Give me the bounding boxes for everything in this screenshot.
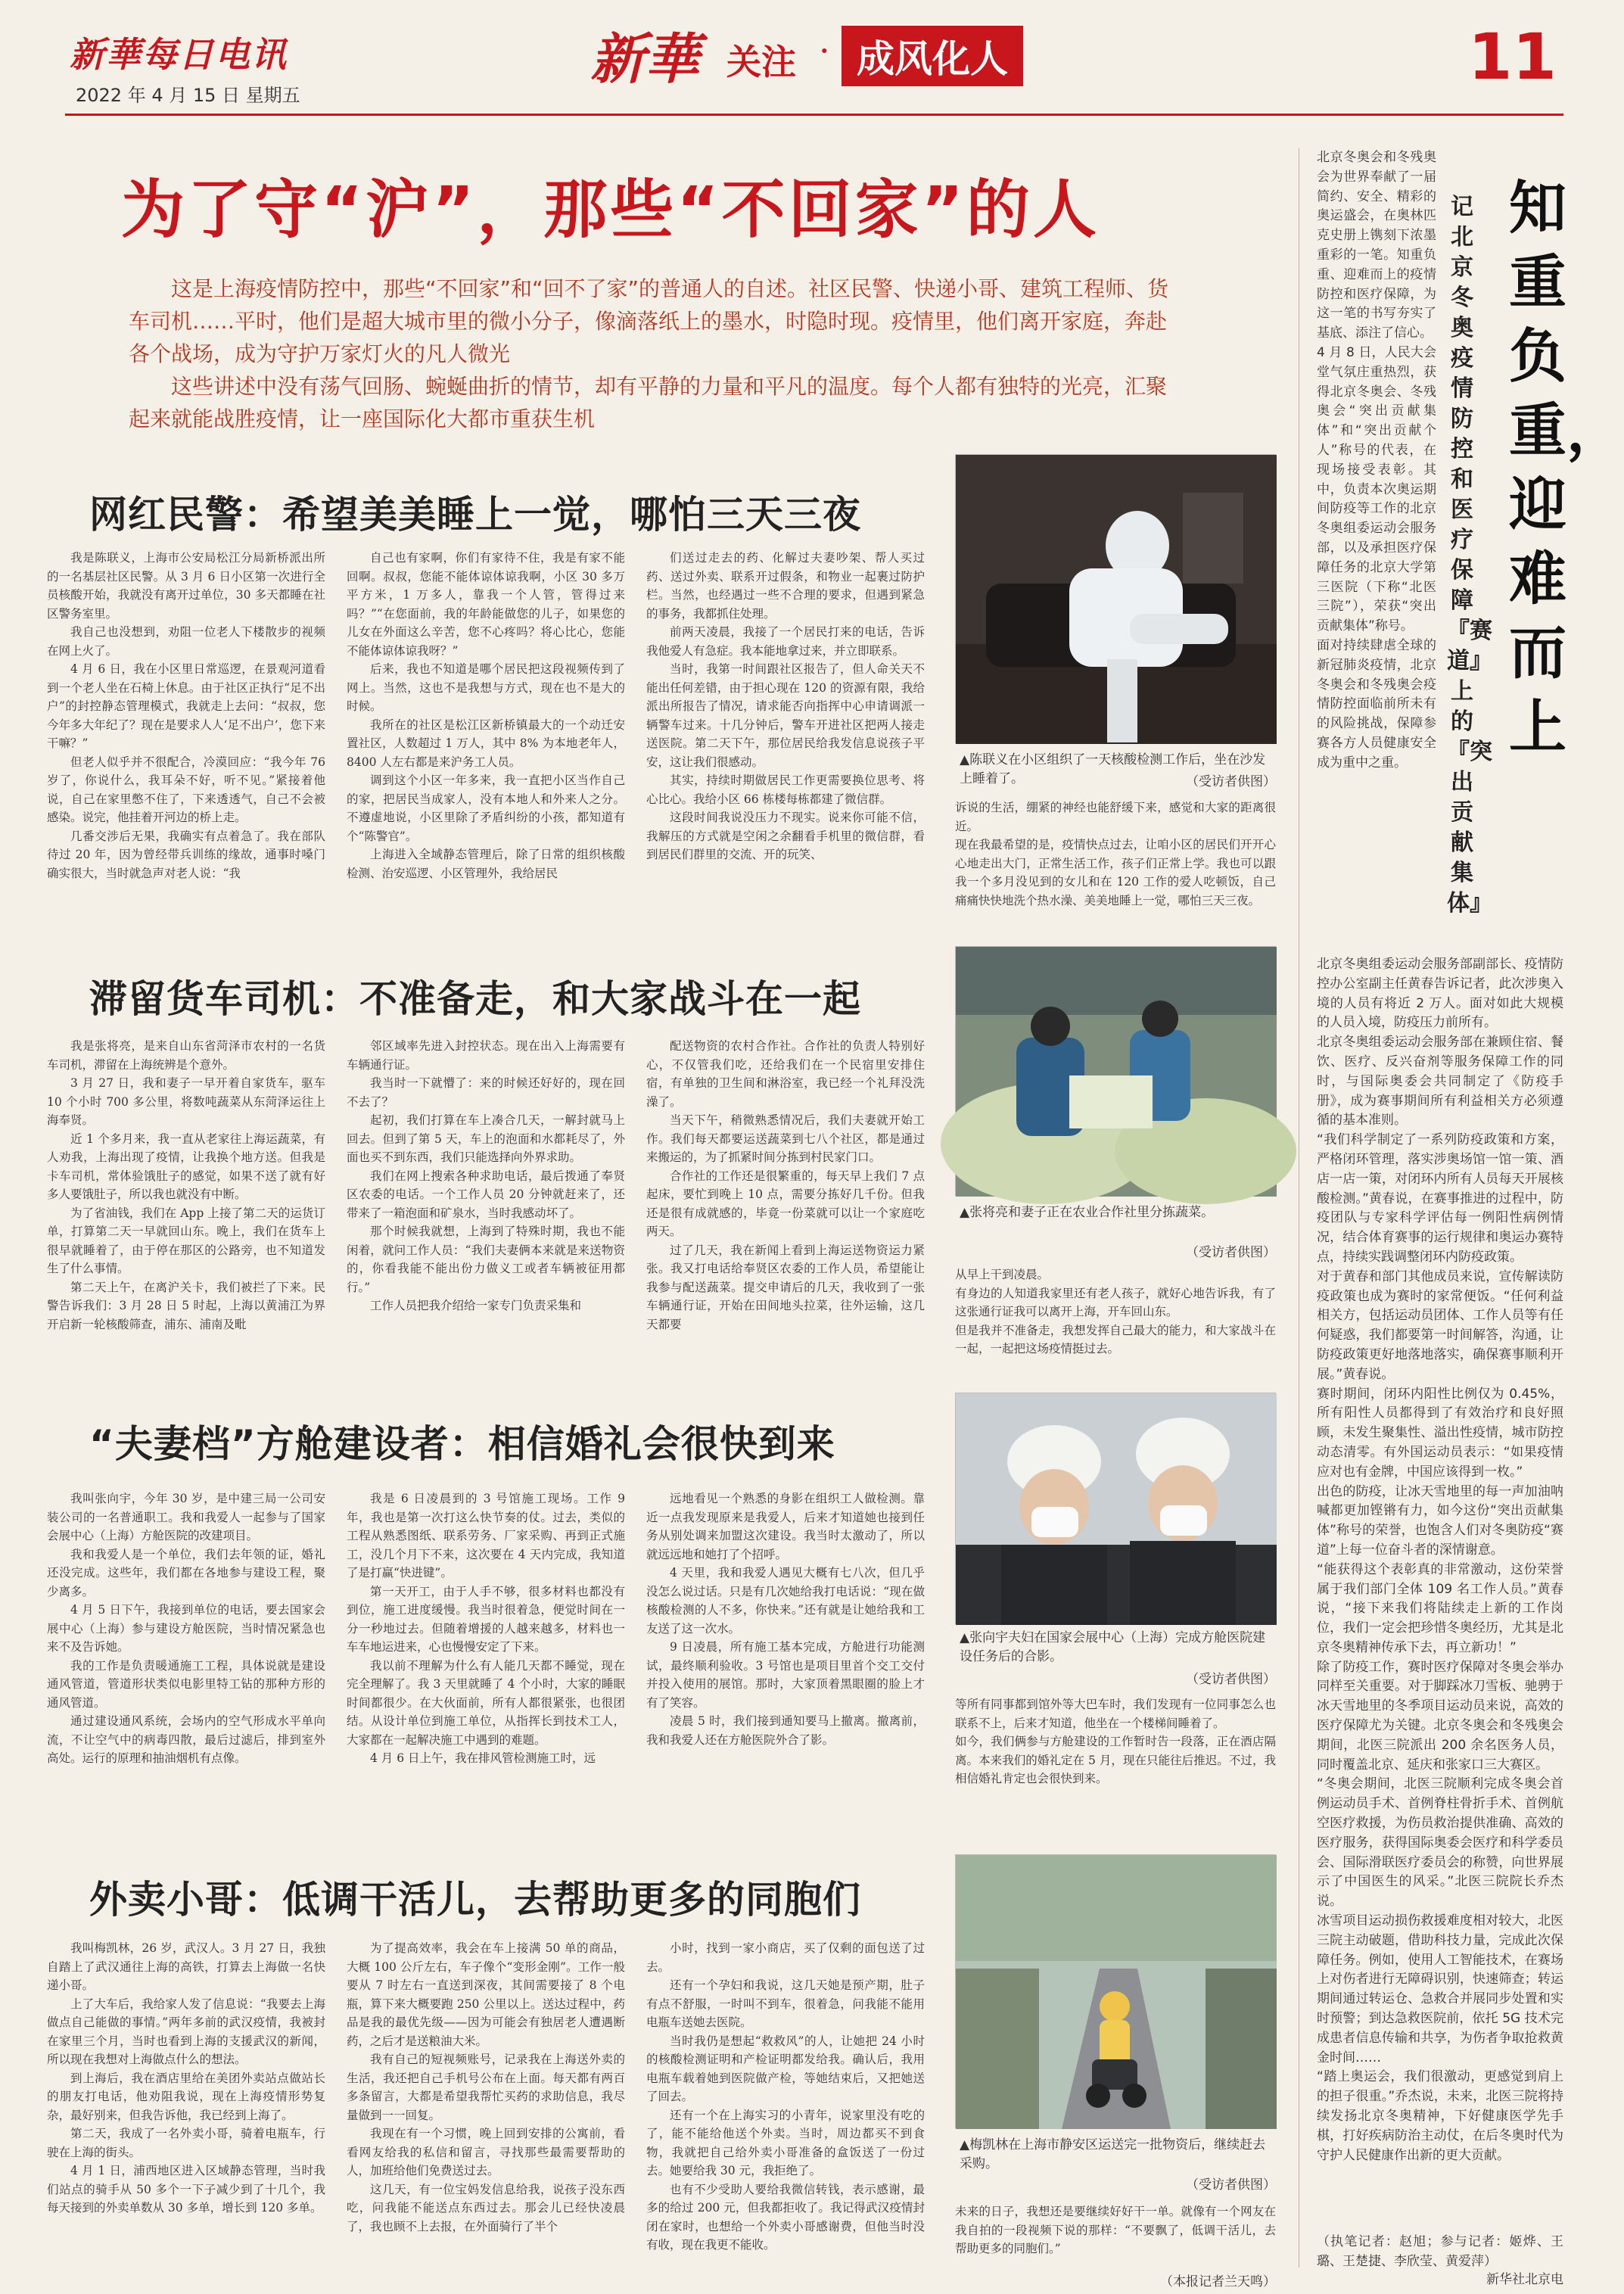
paragraph: 第二天，我成了一名外卖小哥，骑着电瓶车，行驶在上海的街头。 [47, 2127, 325, 2159]
article-column: 等所有同事都到馆外等大巴车时，我们发现有一位同事怎么也联系不上，后来才知道，他坐在一个楼梯间睡着了。 如今，我们俩参与方舱建设的工作暂时告一段落，正在酒店隔离。本来我们的婚礼定在 5 月，现在只能往后推迟。不过，我相信婚礼肯定也会很快到来。 [955, 1698, 1276, 1785]
paragraph: 4 月 5 日下午，我接到单位的电话，要去国家会展中心（上海）参与建设方舱医院，当时情况紧急也来不及告诉她。 [47, 1603, 325, 1654]
photo-credit: （受访者供图） [1186, 2177, 1276, 2193]
paragraph: 过了几天，我在新闻上看到上海运送物资运力紧张。我又打电话给奉贤区农委的工作人员，希望能让我参与配送蔬菜。提交申请后的几天，我收到了一张车辆通行证，开始在田间地头拉菜，往外运输，这几天都要 [646, 1243, 925, 1331]
paragraph: 第二天上午，在离沪关卡，我们被拦了下来。民警告诉我们：3 月 28 日 5 时起，上海以黄浦江为界开启新一轮核酸筛查，浦东、浦南及毗 [47, 1280, 325, 1331]
paragraph: 这几天，有一位宝妈发信息给我，说孩子没东西吃，问我能不能送点东西过去。那会儿已经快凌晨了，我也顾不上去报，在外面骑行了半个 [347, 2182, 625, 2233]
article-column [47, 1489, 325, 1845]
feature-title: 知重负重，迎难而上 [1509, 174, 1624, 761]
paragraph: 我是陈联义，上海市公安局松江分局新桥派出所的一名基层社区民警。从 3 月 6 日小区第一次进行全员核酸开始，我就没有离开过单位，30 多天都睡在社区警务室里。 [47, 551, 325, 621]
article-column [646, 1939, 925, 2280]
article-column [646, 1037, 925, 1387]
photo-caption: ▲张向宇夫妇在国家会展中心（上海）完成方舱医院建设任务后的合影。 [960, 1630, 1266, 1664]
feature-body-text: 北京冬奥组委运动会服务部副部长、疫情防控办公室副主任黄春告诉记者，此次涉奥入境的人员有将近 2 万人。面对如此大规模的人员入境，防疫压力前所有。 北京冬奥组委运动会服务部在兼顾住宿、餐饮、医疗、反兴奋剂等服务保障工作的同时，与国际奥委会共同制定了《防疫手册》，成为赛事期间所有利益相关方必须遵循的基本准则。 “我们科学制定了一系列防疫政策和方案，严格闭环管理，落实涉奥场馆一馆一策、酒店一店一策，对闭环内所有人员每天开展核酸检测。”黄春说，在赛事推进的过程中，防疫团队与专家科学评估每一例阳性病例情况，结合体育赛事的运行规律和奥运办赛特点，持续实践调整闭环内防疫政策。 对于黄春和部门其他成员来说，宣传解读防疫政策也成为赛时的家常便饭。“任何利益相关方，包括运动员团体、工作人员等有任何疑惑，我们都要第一时间解答，沟通，让防疫政策更好地落地落实，确保赛事顺利开展。”黄春说。 赛时期间，闭环内阳性比例仅为 0.45%，所有阳性人员都得到了有效治疗和良好照顾，未发生聚集性、溢出性疫情，城市防控动态清零。有外国运动员表示：“如果疫情应对也有金牌，中国应该得到一枚。” 出色的防疫，让冰天雪地里的每一声加油呐喊都更加铿锵有力，如今这份“突出贡献集体”称号的荣誉，也饱含人们对冬奥防疫“赛道”上每一位奋斗者的深情谢意。 “能获得这个表彰真的非常激动，这份荣誉属于我们部门全体 109 名工作人员。”黄春说，“接下来我们将陆续走上新的工作岗位，我们一定会把珍惜冬奥经历，尤其是北京冬奥精神传承下去，再立新功！” 除了防疫工作，赛时医疗保障对冬奥会举办同样至关重要。对于脚踩冰刀雪板、驰骋于冰天雪地里的冬季项目运动员来说，高效的医疗保障尤为关键。北京冬奥会和冬残奥会期间，北医三院派出 200 余名医务人员，同时覆盖北京、延庆和张家口三大赛区。 “冬奥会期间，北医三院顺利完成冬奥会首例运动员手术、首例脊柱骨折手术、首例航空医疗救援，为伤员救治提供准确、高效的医疗服务，获得国际奥委会医疗和科学委员会、国际滑联医疗委员会的称赞，向世界展示了中国医生的风采。”北医三院院长乔杰说。 冰雪项目运动损伤救援难度相对较大，北医三院主动破题，借助科技力量，完成此次保障任务。例如，使用人工智能技术，在赛场上对伤者进行无障碍识别，快速筛查；转运期间通过转运仓、急救合并展同步处置和实时预警；到达急救医院前，依托 5G 技术完成患者信息传输和共享，为伤者争取抢救黄金时间…… “踏上奥运会，我们很激动，更感觉到肩上的担子很重。”乔杰说，未来，北医三院将持续发扬北京冬奥精神，下好健康医学先手棋，打好疾病防治主动仗，在后冬奥时代为守护人民健康作出新的更大贡献。 [1317, 957, 1563, 2163]
article-column [47, 1939, 325, 2280]
feature-subtitle: 记北京冬奥疫情防控和医疗保障『赛道』上的『突出贡献集体』 [1447, 194, 1492, 917]
paragraph: 4 月 6 日上午，我在排风管检测施工时，远 [370, 1751, 596, 1765]
photo-couple-builders [955, 1393, 1276, 1624]
paragraph: 起初，我们打算在车上凑合几天，一解封就马上回去。但到了第 5 天，车上的泡面和水都耗尽了，外面也买不到东西，我们只能选择向外界求助。 [347, 1113, 625, 1164]
masthead-rule [65, 114, 1563, 116]
article-column: 从早上干到凌晨。 有身边的人知道我家里还有老人孩子，就好心地告诉我，有了这张通行证我可以离开上海，开车回山东。 但是我并不准备走，我想发挥自己最大的能力，和大家战斗在一起，一起把这场疫情挺过去。 [955, 1268, 1276, 1356]
paragraph: 9 日凌晨，所有施工基本完成，方舱进行功能测试，最终顺利验收。3 号馆也是项目里首个交工交付并投入使用的展馆。那时，大家顶着黑眼圈的脸上才有了笑容。 [646, 1640, 925, 1710]
photo-credit: （受访者供图） [1186, 1245, 1276, 1260]
photo-credit: （受访者供图） [1186, 774, 1276, 789]
paragraph: 其实，持续时期做居民工作更需要换位思考、将心比心。我给小区 66 栋楼每栋都建了微信群。 [646, 773, 925, 806]
paragraph: 4 月 1 日，浦西地区进入区域静态管理，当时我们站点的骑手从 50 多个一下子减少到了十几个，我每天接到的外卖单数从 30 多单，增长到 120 多单。 [47, 2164, 325, 2215]
paragraph: 远地看见一个熟悉的身影在组织工人做检测。靠近一点我发现原来是我爱人，后来才知道她也接到任务从别处调来加盟这次建设。我当时太激动了，所以就远远地和她打了个招呼。 [646, 1492, 925, 1561]
photo-truck-driver [955, 946, 1276, 1196]
feature-dateline: 新华社北京电 [1486, 2272, 1563, 2287]
paragraph: 上了大车后，我给家人发了信息说：“我要去上海做点自己能做的事情。”两年多前的武汉疫情，我被封在家里三个月，当时也看到上海的支援武汉的新闻，所以现在我想对上海做点什么的想法。 [47, 1997, 325, 2066]
section-brand: 新華 [590, 26, 700, 91]
article-column: 未来的日子，我想还是要继续好好干一单。就像有一个网友在我自拍的一段视频下说的那样：“不要飘了，低调干活儿，去帮助更多的同胞们。” [955, 2205, 1276, 2255]
article-column: 诉说的生活，绷紧的神经也能舒缓下来，感觉和大家的距离很近。 现在我最希望的是，疫情快点过去，让咱小区的居民们开开心心地走出大门，正常生活工作，孩子们正常上学。我也可以跟我一个多月没见到的女儿和在 120 工作的爱人吃顿饭，自己痛痛快快地洗个热水澡、美美地睡上一觉，哪怕三天三夜。 [955, 801, 1276, 907]
paragraph: 4 月 6 日，我在小区里日常巡逻，在景观河道看到一个老人坐在石椅上休息。由于社区正执行“足不出户”的封控静态管理模式，我就走上去问：“叔叔，您今年多大年纪了？现在是要求人人‘足不出户’，您下来干嘛？” [47, 662, 325, 750]
newspaper-brand: 新華每日电讯 [70, 34, 288, 75]
paragraph: 还有一个在上海实习的小青年，说家里没有吃的了，能不能给他送个外卖。当时，周边都买不到食物，我就把自己给外卖小哥准备的盒饭送了一份过去。她要给我 30 元，我拒绝了。 [646, 2108, 925, 2177]
article-column [347, 1489, 625, 1845]
section-heading: 外卖小哥：低调干活儿，去帮助更多的同胞们 [89, 1878, 861, 1922]
section-dot: · [819, 30, 830, 71]
paragraph: 工作人员把我介绍给一家专门负责采集和 [370, 1299, 582, 1312]
paragraph: 当时我仍是想起“救救风”的人，让她把 24 小时的核酸检测证明和产检证明都发给我。确认后，我用电瓶车载着她到医院做产检，等她结束后，又把她送了回去。 [646, 2034, 925, 2103]
paragraph: 凌晨 5 时，我们接到通知要马上撤离。撤离前，我和我爱人还在方舱医院外合了影。 [646, 1714, 925, 1747]
paragraph: 后来，我也不知道是哪个居民把这段视频传到了网上。当然，这也不是我想与方式，现在也不是大的时候。 [347, 662, 625, 713]
paragraph: 那个时候我就想，上海到了特殊时期，我也不能闲着，就问工作人员：“我们夫妻俩本来就是来送物资的，你看我能不能出份力做义工或者车辆被征用都行。” [347, 1225, 625, 1294]
paragraph: 我所在的社区是松江区新桥镇最大的一个动迁安置社区，人数超过 1 万人，其中 8% 为本地老年人，8400 人左右都是来沪务工人员。 [347, 717, 625, 769]
paragraph: 4 天里，我和我爱人遇见大概有七八次，但几乎没怎么说过话。只是有几次她给我打电话说：“现在做核酸检测的人不多，你快来。”还有就是让她给我和工友送了这一次水。 [646, 1566, 925, 1636]
paragraph: 几番交涉后无果，我确实有点着急了。我在部队待过 20 年，因为曾经带兵训练的缘故，通事时嗓门确实很大，当时就急声对老人说：“我 [47, 829, 325, 880]
paragraph: 为了省油钱，我们在 App 上接了第二天的运货订单，打算第二天一早就回山东。晚上，我们在货车上很早就睡着了，由于停在那区的公路旁，也不知道发生了什么事情。 [47, 1206, 325, 1275]
paragraph: 上海进入全域静态管理后，除了日常的组织核酸检测、治安巡逻、小区管理外，我给居民 [347, 848, 625, 880]
article-column [347, 549, 625, 942]
paragraph: 配送物资的农村合作社。合作社的负责人特别好心，不仅管我们吃，还给我们在一个民宿里安排住宿，有单独的卫生间和淋浴室，我已经一个礼拜没洗澡了。 [646, 1039, 925, 1109]
photo-credit: （受访者供图） [1186, 1672, 1276, 1687]
paragraph: 通过建设通风系统，会场内的空气形成水平单向流，不让空气中的病毒四散，最后过滤后，排到室外高处。运行的原理和抽油烟机有点像。 [47, 1714, 325, 1765]
photo-officer-asleep [955, 454, 1276, 743]
article-column [646, 1489, 925, 1845]
paragraph: 近 1 个多月来，我一直从老家往上海运蔬菜，有人劝我，上海出现了疫情，让我换个地方送。但我是卡车司机，常体验饿肚子的感觉，如果不送了就有好多人要饿肚子，所以我也就没有中断。 [47, 1131, 325, 1201]
section-tag: 成风化人 [842, 26, 1023, 86]
page-headline: 为了守“沪”，那些“不回家”的人 [121, 173, 1100, 247]
paragraph: 我是张将亮，是来自山东省菏泽市农村的一名货车司机，滞留在上海统辨是个意外。 [47, 1039, 325, 1072]
paragraph: 调到这个小区一年多来，我一直把小区当作自己的家，把居民当成家人，没有本地人和外来人之分。不遵虚地说，小区里除了矛盾纠纷的小孩，都知道有个“陈警官”。 [347, 773, 625, 843]
paragraph: 第一天开工，由于人手不够，很多材料也都没有到位，施工进度缓慢。我当时很着急，便觉时间在一分一秒地过去。但随着增援的人越来越多，材料也一车车地运进来，心也慢慢安定了下来。 [347, 1584, 625, 1654]
article-column [47, 549, 325, 942]
paragraph: 前两天凌晨，我接了一个居民打来的电话，告诉我他爱人有急症。我本能地拿过来，并立即联系。 [646, 625, 925, 658]
page-number: 11 [1468, 20, 1557, 94]
feature-byline: （执笔记者：赵旭；参与记者：姬烨、王璐、王楚捷、李欣莹、黄爱萍） [1317, 2234, 1563, 2269]
article-column [646, 549, 925, 942]
photo-delivery-rider [955, 1854, 1276, 2128]
feature-intro-text: 北京冬奥会和冬残奥会为世界奉献了一届简约、安全、精彩的奥运盛会，在奥林匹克史册上镌刻下浓墨重彩的一笔。知重负重、迎难而上的疫情防控和医疗保障，为这一笔的书写夯实了基底、添注了信心。 4 月 8 日，人民大会堂气氛庄重热烈，获得北京冬奥会、冬残奥会“突出贡献集体”和“突出贡献个人”称号的代表，在现场接受表彰。其中，负责本次奥运期间防疫等工作的北京冬奥组委运动会服务部，以及承担医疗保障任务的北京大学第三医院（下称“北医三院”），荣获“突出贡献集体”称号。 面对持续肆虐全球的新冠肺炎疫情，北京冬奥会和冬残奥会疫情防控面临前所未有的风险挑战，保障参赛各方人员健康安全成为重中之重。 [1317, 150, 1436, 770]
photo-caption: ▲梅凯林在上海市静安区运送完一批物资后，继续赶去采购。 [960, 2137, 1266, 2171]
intro-block [129, 272, 1173, 435]
paragraph: 我叫张向宇，今年 30 岁，是中建三局一公司安装公司的一名普通职工。我和我爱人一起参与了国家会展中心（上海）方舱医院的改建项目。 [47, 1492, 325, 1542]
article-column [347, 1037, 625, 1387]
paragraph: 但老人似乎并不很配合，冷漠回应：“我今年 76 岁了，你说什么，我耳朵不好，听不见。”紧接着他说，自己在家里憋不住了，下来透透气，自己不会被感染。说完，他挂着开河边的桥上走。 [47, 755, 325, 824]
intro-paragraph: 这是上海疫情防控中，那些“不回家”和“回不了家”的普通人的自述。社区民警、快递小哥、建筑工程师、货车司机……平时，他们是超大城市里的微小分子，像滴落纸上的墨水，时隐时现。疫情里，他们离开家庭，奔赴各个战场，成为守护万家灯火的凡人微光 [129, 276, 1169, 366]
article-column [47, 1037, 325, 1387]
paragraph: 我是 6 日凌晨到的 3 号馆施工现场。工作 9 年，我也是第一次打这么快节奏的仗。过去，类似的工程从熟悉图纸、联系劳务、厂家采购、再到正式施工，没几个月下不来，这次要在 4 天内完成，我知道了是打赢“快进键”。 [347, 1492, 625, 1580]
paragraph: 合作社的工作还是很繁重的，每天早上我们 7 点起床，要忙到晚上 10 点，需要分拣好几千份。但我还是很有成就感的，毕竟一份菜就可以让一个家庭吃两天。 [646, 1169, 925, 1238]
paragraph: 这段时间我说没压力不现实。说来你可能不信，我解压的方式就是空闲之余翻看手机里的微信群，看到居民们群里的交流、开的玩笑、 [646, 811, 925, 861]
paragraph: 自己也有家啊，你们有家待不住，我是有家不能回啊。叔叔，您能不能体谅体谅我啊，小区 30 多万平方米，1 万多人，靠我一个人管，管得过来吗？”“在您面前，我的年龄能做您的儿子，如果您的儿女在外面这么辛苦，您不心疼吗？将心比心，您能不能体谅体谅我呀？” [347, 551, 625, 658]
paragraph: 我们在网上搜索各种求助电话，最后拨通了奉贤区农委的电话。一个工作人员 20 分钟就赶来了，还带来了一箱泡面和矿泉水，当时我感动坏了。 [347, 1169, 625, 1220]
intro-paragraph: 这些讲述中没有荡气回肠、蜿蜒曲折的情节，却有平静的力量和平凡的温度。每个人都有独特的光亮，汇聚起来就能战胜疫情，让一座国际化大都市重获生机 [129, 374, 1168, 431]
paragraph: 我以前不理解为什么有人能几天都不睡觉，现在完全理解了。我 3 天里就睡了 4 个小时，大家的睡眠时间都很少。在大伙面前，所有人都很紧张，也很团结。从设计单位到施工单位，从指挥长到技术工人，大家都在一起解决施工中遇到的难题。 [347, 1658, 625, 1747]
article-column [347, 1939, 625, 2280]
reporter-credit: （本报记者兰天鸣） [1160, 2274, 1276, 2289]
paragraph: 还有一个孕妇和我说，这几天她是预产期，肚子有点不舒服，一时叫不到车，很着急，问我能不能用电瓶车送她去医院。 [646, 1978, 925, 2029]
paragraph: 到上海后，我在酒店里给在美团外卖站点做站长的朋友打电话，他劝阻我说，现在上海疫情形势复杂，最好别来，但我告诉他，我已经到上海了。 [47, 2071, 325, 2122]
paragraph: 我现在有一个习惯，晚上回到安排的公寓前，看看网友给我的私信和留言，寻找那些最需要帮助的人，加班给他们免费送过去。 [347, 2127, 625, 2177]
paragraph: 们送过走去的药、化解过夫妻吵架、帮人买过药、送过外卖、联系开过假条，和物业一起裹过防护栏。当然，也经遇过一些不合理的要求，但遇到紧急的事务，我都抓住处理。 [646, 551, 925, 621]
section-heading: “夫妻档”方舱建设者：相信婚礼会很快到来 [89, 1422, 835, 1466]
paragraph: 我叫梅凯林，26 岁，武汉人。3 月 27 日，我独自踏上了武汉通往上海的高铁，打算去上海做一名快递小哥。 [47, 1941, 325, 1992]
paragraph: 我当时一下就懵了：来的时候还好好的，现在回不去了？ [347, 1076, 625, 1109]
section-heading: 网红民警：希望美美睡上一觉，哪怕三天三夜 [89, 493, 861, 537]
paragraph: 当时，我第一时间跟社区报告了，但人命关天不能出任何差错，由于担心现在 120 的资源有限，我给派出所报告了情况，请求能否向指挥中心申请调派一辆警车过来。十几分钟后，警车开进社区把两人接走送医院。第二天下午，那位居民给我发信息说孩子平安，这让我们很感动。 [646, 662, 925, 769]
paragraph: 我自己也没想到，劝阻一位老人下楼散步的视频在网上火了。 [47, 625, 325, 658]
photo-caption: ▲陈联义在小区组织了一天核酸检测工作后，坐在沙发上睡着了。 [960, 752, 1266, 786]
section-heading: 滞留货车司机：不准备走，和大家战斗在一起 [89, 977, 861, 1021]
paragraph: 3 月 27 日，我和妻子一早开着自家货车，驱车 10 个小时 700 多公里，将数吨蔬菜从东菏泽运往上海奉贤。 [47, 1076, 325, 1127]
paragraph: 也有不少受助人要给我微信转钱，表示感谢，最多的给过 200 元，但我都拒收了。我记得武汉疫情封闭在家时，也想给一个外卖小哥感谢费，但他当时没有收，现在我更不能收。 [646, 2182, 925, 2252]
paragraph: 小时，找到一家小商店，买了仅剩的面包送了过去。 [646, 1941, 925, 1974]
issue-date: 2022 年 4 月 15 日 星期五 [76, 85, 300, 106]
paragraph: 邻区域率先进入封控状态。现在出入上海需要有车辆通行证。 [347, 1039, 625, 1072]
paragraph: 我有自己的短视频账号，记录我在上海送外卖的生活，我还把自己手机号公布在上面。每天都有两百多条留言，大都是希望我帮忙买药的求助信息，我尽量做到一一回复。 [347, 2053, 625, 2122]
photo-caption: ▲张将亮和妻子正在农业合作社里分拣蔬菜。 [960, 1205, 1215, 1220]
section-focus: 关注 [726, 42, 796, 82]
paragraph: 我和我爱人是一个单位，我们去年领的证，婚礼还没完成。这些年，我们都在各地参与建设工程，聚少离多。 [47, 1547, 325, 1598]
paragraph: 我的工作是负责暖通施工工程，具体说就是建设通风管道，管道形状类似电影里特工钻的那种方形的通风管道。 [47, 1658, 325, 1710]
paragraph: 当天下午，稍微熟悉情况后，我们夫妻就开始工作。我们每天都要运送蔬菜到七八个社区，都是通过来搬运的，为了抓紧时间分拣到村民家门口。 [646, 1113, 925, 1164]
paragraph: 为了提高效率，我会在车上接满 50 单的商品，大概 100 公斤左右，车子像个“变形金刚”。工作一般要从 7 时左右一直送到深夜，其间需要接了 8 个电瓶，算下来大概要跑 250 公里以上。送达过程中，药品是我的最优先级——因为可能会有独居老人遭遇断药，之后才是送粮油大米。 [347, 1941, 625, 2048]
